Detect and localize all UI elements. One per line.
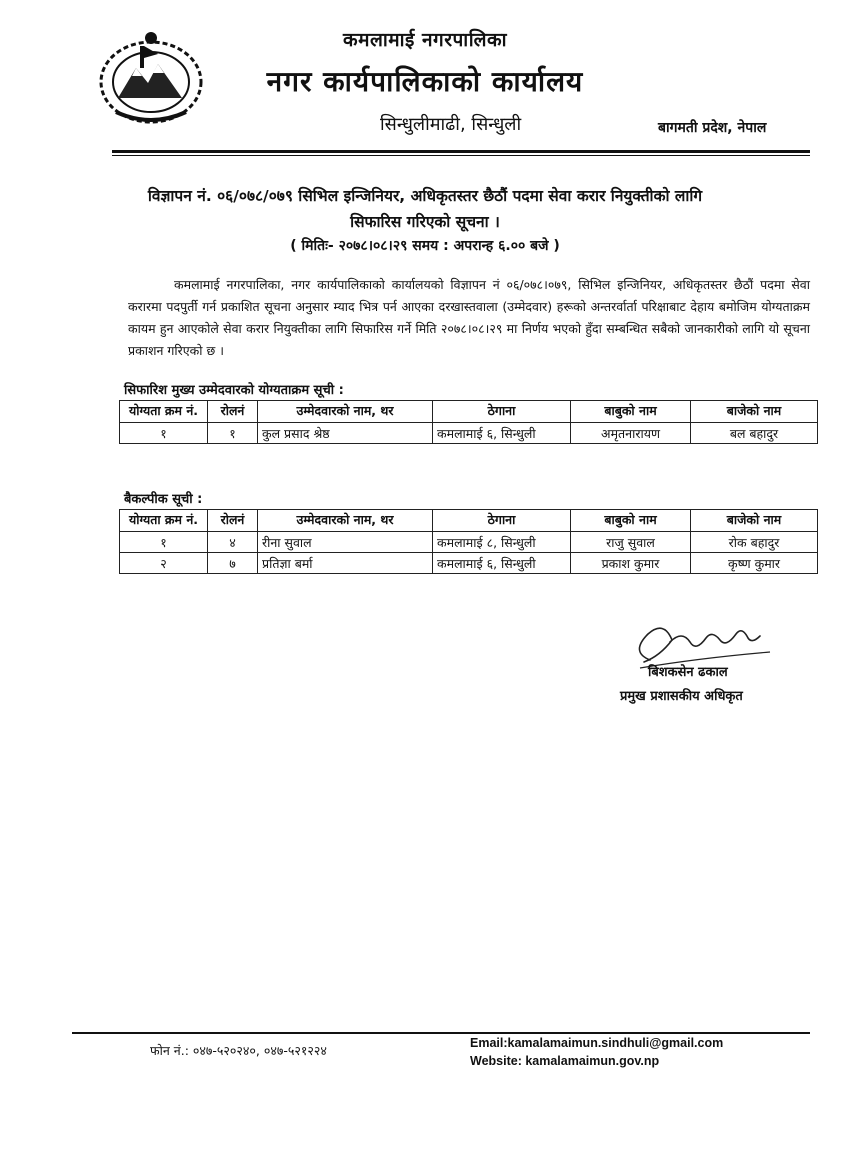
table-header-row bbox=[120, 401, 818, 423]
footer-website: Website: kamalamaimun.gov.np bbox=[470, 1054, 660, 1068]
cell-father: अमृतनारायण bbox=[571, 423, 691, 444]
table-row bbox=[120, 532, 818, 553]
col-father: बाबुको नाम bbox=[571, 510, 691, 532]
col-address: ठेगाना bbox=[433, 401, 571, 423]
cell-rank: २ bbox=[120, 553, 208, 574]
notice-body-text: कमलामाई नगरपालिका, नगर कार्यपालिकाको कार्यालयको विज्ञापन नं ०६/०७८।०७९, सिभिल इन्जिनियर, अधिकृतस्तर छैठौं पदमा सेवा करारमा पदपुर्ती गर्न प्रकाशित सूचना अनुसार म्याद भित्र पर्न आएका दरखास्तवाला (उम्मेदवार) हरूको अन्तरर्वार्ता परिक्षाबाट देहाय बमोजिम योग्यताक्रम कायम हुन आएकोले सेवा करार नियुक्तीका लागि सिफारिस गर्ने मिति २०७८।०८।२९ मा निर्णय भएको हुँदा सम्बन्धित सबैको जानकारीको लागि यो सूचना प्रकाशन गरिएको छ । bbox=[128, 277, 810, 358]
signatory-title: प्रमुख प्रशासकीय अधिकृत bbox=[620, 689, 743, 704]
col-grandfather: बाजेको नाम bbox=[691, 401, 818, 423]
cell-grandfather: कृष्ण कुमार bbox=[691, 553, 818, 574]
col-rank: योग्यता क्रम नं. bbox=[120, 401, 208, 423]
cell-father: राजु सुवाल bbox=[571, 532, 691, 553]
office-location: सिन्धुलीमाढी, सिन्धुली bbox=[380, 114, 522, 135]
col-name: उम्मेदवारको नाम, थर bbox=[258, 510, 433, 532]
header-divider-thin bbox=[112, 155, 810, 156]
backup-list-table bbox=[119, 509, 818, 574]
municipality-name: कमलामाई नगरपालिका bbox=[342, 29, 508, 51]
signatory-name: बिशकसेन ढकाल bbox=[648, 665, 728, 680]
cell-roll: ४ bbox=[208, 532, 258, 553]
cell-roll: १ bbox=[208, 423, 258, 444]
cell-name: कुल प्रसाद श्रेष्ठ bbox=[258, 423, 433, 444]
table-row bbox=[120, 553, 818, 574]
cell-address: कमलामाई ६, सिन्धुली bbox=[433, 553, 571, 574]
notice-title: विज्ञापन नं. ०६/०७८/०७९ सिभिल इन्जिनियर, अधिकृतस्तर छैठौं पदमा सेवा करार नियुक्तीको लागि bbox=[147, 187, 703, 205]
cell-rank: १ bbox=[120, 532, 208, 553]
col-rank: योग्यता क्रम नं. bbox=[120, 510, 208, 532]
notice-body bbox=[128, 274, 810, 362]
table-row bbox=[120, 423, 818, 444]
footer-phone: फोन नं.: ०४७-५२०२४०, ०४७-५२१२२४ bbox=[150, 1043, 327, 1058]
footer-email: Email:kamalamaimun.sindhuli@gmail.com bbox=[470, 1036, 724, 1050]
cell-name: रीना सुवाल bbox=[258, 532, 433, 553]
cell-grandfather: बल बहादुर bbox=[691, 423, 818, 444]
cell-address: कमलामाई ६, सिन्धुली bbox=[433, 423, 571, 444]
cell-grandfather: रोक बहादुर bbox=[691, 532, 818, 553]
notice-title-continued: सिफारिस गरिएको सूचना । bbox=[350, 213, 500, 231]
main-list-table bbox=[119, 400, 818, 444]
cell-roll: ७ bbox=[208, 553, 258, 574]
col-name: उम्मेदवारको नाम, थर bbox=[258, 401, 433, 423]
cell-rank: १ bbox=[120, 423, 208, 444]
main-list-heading: सिफारिश मुख्य उम्मेदवारको योग्यताक्रम सूची : bbox=[124, 383, 344, 398]
backup-list-heading: बैकल्पीक सूची : bbox=[124, 492, 203, 507]
col-grandfather: बाजेको नाम bbox=[691, 510, 818, 532]
col-father: बाबुको नाम bbox=[571, 401, 691, 423]
footer-divider bbox=[72, 1032, 810, 1034]
cell-father: प्रकाश कुमार bbox=[571, 553, 691, 574]
notice-date: ( मितिः- २०७८।०८।२९ समय : अपरान्ह ६.०० बजे ) bbox=[290, 238, 560, 254]
province-name: बागमती प्रदेश, नेपाल bbox=[658, 120, 767, 136]
cell-address: कमलामाई ८, सिन्धुली bbox=[433, 532, 571, 553]
col-roll: रोलनं bbox=[208, 401, 258, 423]
col-roll: रोलनं bbox=[208, 510, 258, 532]
header-divider bbox=[112, 150, 810, 153]
table-header-row bbox=[120, 510, 818, 532]
cell-name: प्रतिज्ञा बर्मा bbox=[258, 553, 433, 574]
col-address: ठेगाना bbox=[433, 510, 571, 532]
office-name: नगर कार्यपालिकाको कार्यालय bbox=[266, 65, 584, 98]
